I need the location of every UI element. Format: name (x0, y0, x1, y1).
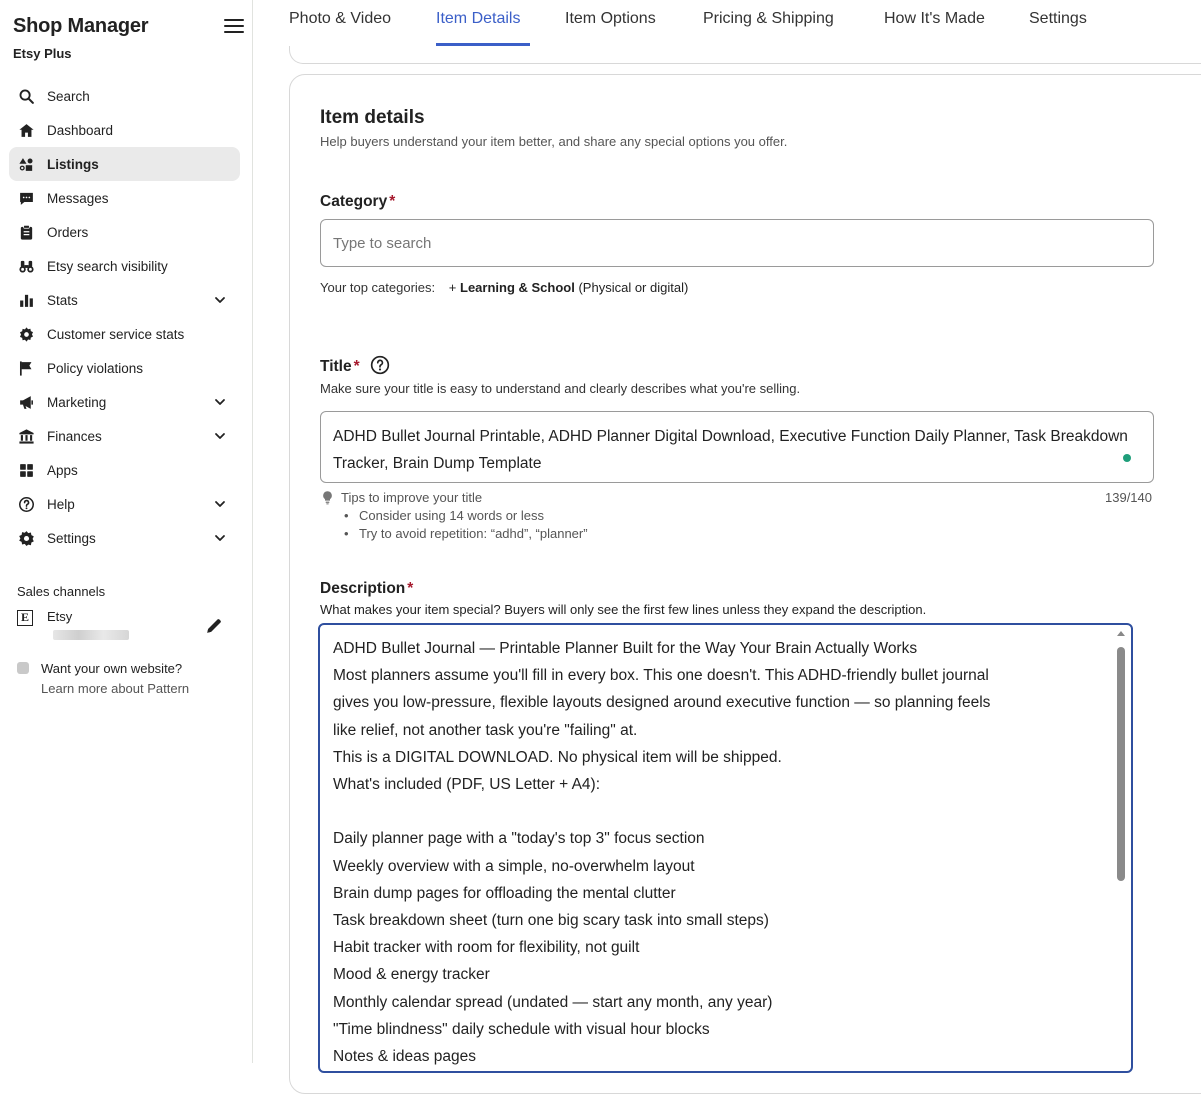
sidebar (0, 0, 253, 1063)
top-categories-label: Your top categories: (320, 280, 436, 295)
section-subtitle: Help buyers understand your item better, and share any special options you offer. (320, 134, 788, 149)
tab-settings[interactable]: Settings (1029, 10, 1087, 27)
sidebar-item-label: Etsy search visibility (47, 258, 168, 274)
tips-list (344, 507, 588, 543)
sidebar-item-label: Help (47, 496, 75, 512)
add-prefix: + (448, 280, 457, 295)
sidebar-item-settings[interactable] (9, 521, 240, 555)
description-content (333, 635, 1103, 1070)
bank-icon (17, 427, 35, 445)
required-mark: * (407, 580, 414, 597)
sidebar-item-etsy-search-visibility[interactable] (9, 249, 240, 283)
clipboard-icon (17, 223, 35, 241)
sidebar-item-label: Apps (47, 462, 78, 478)
top-category-learning-school[interactable] (449, 280, 689, 295)
description-line: like relief, not another task you're "failing" at. (333, 721, 638, 739)
etsy-logo-icon: E (17, 610, 33, 626)
description-line: What's included (PDF, US Letter + A4): (333, 776, 601, 794)
sidebar-item-customer-service-stats[interactable] (9, 317, 240, 351)
tab-pricing-shipping[interactable]: Pricing & Shipping (703, 10, 834, 27)
pattern-icon (17, 662, 29, 674)
category-label-text: Category (320, 193, 388, 210)
top-categories (320, 280, 688, 295)
pattern-learn-more-link[interactable]: Learn more about Pattern (41, 681, 190, 696)
title-label-text: Title (320, 358, 352, 375)
grammar-status-dot (1123, 454, 1131, 462)
sidebar-item-policy-violations[interactable] (9, 351, 240, 385)
megaphone-icon (17, 393, 35, 411)
top-category-name: Learning & School (460, 280, 575, 295)
brand (13, 15, 148, 61)
question-circle-icon[interactable] (370, 355, 390, 375)
chevron-down-icon[interactable] (214, 498, 226, 510)
title-label (320, 355, 390, 376)
description-line: Habit tracker with room for flexibility, not guilt (333, 939, 640, 957)
description-line: Notes & ideas pages (333, 1048, 477, 1066)
flag-icon (17, 359, 35, 377)
question-icon (17, 495, 35, 513)
home-icon (17, 121, 35, 139)
tip-item: • Try to avoid repetition: “adhd”, “planner” (344, 525, 588, 543)
sidebar-item-orders[interactable] (9, 215, 240, 249)
search-icon (17, 87, 35, 105)
sidebar-item-messages[interactable] (9, 181, 240, 215)
bar-chart-icon (17, 291, 35, 309)
title-tips (320, 490, 588, 543)
previous-section-card (289, 46, 1201, 64)
settings-gear-icon (17, 529, 35, 547)
gear-icon (17, 325, 35, 343)
sales-channel-etsy[interactable] (17, 609, 227, 645)
description-textarea[interactable] (318, 623, 1133, 1073)
sidebar-item-label: Messages (47, 190, 109, 206)
tab-photo-video[interactable]: Photo & Video (289, 10, 392, 27)
scroll-up-arrow-icon[interactable] (1117, 631, 1125, 636)
section-title: Item details (320, 107, 425, 128)
description-scrollbar[interactable] (1115, 629, 1127, 1073)
shapes-icon (17, 155, 35, 173)
description-line: Monthly calendar spread (undated — start any month, any year) (333, 993, 773, 1011)
grid-icon (17, 461, 35, 479)
pattern-promo-title: Want your own website? (41, 661, 183, 676)
sales-channels-heading: Sales channels (17, 584, 106, 599)
required-mark: * (389, 193, 396, 210)
listing-tabs (253, 0, 1201, 46)
sidebar-item-label: Search (47, 88, 90, 104)
description-line: Daily planner page with a "today's top 3" focus section (333, 830, 705, 848)
sidebar-item-label: Dashboard (47, 122, 114, 138)
chevron-down-icon[interactable] (214, 396, 226, 408)
top-category-note: (Physical or digital) (578, 280, 689, 295)
channel-name: Etsy (47, 609, 73, 624)
description-line: Mood & energy tracker (333, 966, 490, 984)
plan-label: Etsy Plus (13, 46, 72, 61)
sidebar-nav (9, 79, 240, 555)
category-label (320, 193, 395, 211)
sidebar-item-label: Stats (47, 292, 78, 308)
required-mark: * (353, 358, 360, 375)
description-line: gives you low-pressure, flexible layouts designed around executive function — so planning feels (333, 694, 991, 712)
sidebar-item-label: Finances (47, 428, 102, 444)
sidebar-item-help[interactable] (9, 487, 240, 521)
description-line: Most planners assume you'll fill in every box. This one doesn't. This ADHD-friendly bullet journal (333, 667, 989, 685)
lightbulb-icon (320, 490, 335, 505)
chevron-down-icon[interactable] (214, 430, 226, 442)
blurred-shop-name (53, 630, 129, 640)
scroll-thumb[interactable] (1117, 647, 1125, 881)
sidebar-item-marketing[interactable] (9, 385, 240, 419)
chevron-down-icon[interactable] (214, 532, 226, 544)
description-line: Weekly overview with a simple, no-overwhelm layout (333, 857, 695, 875)
pencil-icon[interactable] (205, 617, 223, 635)
sidebar-item-apps[interactable] (9, 453, 240, 487)
sidebar-item-finances[interactable] (9, 419, 240, 453)
sidebar-item-label: Customer service stats (47, 326, 185, 342)
sidebar-item-label: Listings (47, 156, 99, 172)
description-label-text: Description (320, 580, 406, 597)
menu-icon[interactable] (224, 19, 244, 37)
shop-manager-title: Shop Manager (13, 15, 149, 37)
description-line (333, 798, 1103, 825)
sidebar-item-label: Policy violations (47, 360, 144, 376)
description-help-text: What makes your item special? Buyers will only see the first few lines unless they expand the description. (320, 602, 927, 617)
description-line: "Time blindness" daily schedule with visual hour blocks (333, 1020, 710, 1038)
description-line: ADHD Bullet Journal — Printable Planner Built for the Way Your Brain Actually Works (333, 640, 918, 657)
tab-item-details[interactable]: Item Details (436, 10, 521, 27)
tab-item-options[interactable]: Item Options (565, 10, 656, 27)
tip-item: • Consider using 14 words or less (344, 507, 588, 525)
sidebar-item-listings[interactable] (9, 147, 240, 181)
description-line: Brain dump pages for offloading the mental clutter (333, 884, 676, 902)
category-search-input[interactable] (320, 219, 1154, 267)
description-line: This is a DIGITAL DOWNLOAD. No physical item will be shipped. (333, 748, 782, 766)
sidebar-item-stats[interactable] (9, 283, 240, 317)
title-help-text: Make sure your title is easy to understand and clearly describes what you're selling. (320, 381, 801, 396)
chat-icon (17, 189, 35, 207)
sidebar-item-search[interactable] (9, 79, 240, 113)
binoculars-icon (17, 257, 35, 275)
tab-how-its-made[interactable]: How It's Made (884, 10, 985, 27)
chevron-down-icon[interactable] (214, 294, 226, 306)
tips-heading-text: Tips to improve your title (341, 490, 483, 505)
description-line: Task breakdown sheet (turn one big scary task into small steps) (333, 912, 769, 930)
sidebar-item-label: Marketing (47, 394, 107, 410)
title-character-counter: 139/140 (1105, 490, 1152, 505)
sidebar-item-label: Orders (47, 224, 89, 240)
description-label (320, 580, 413, 598)
title-textarea[interactable]: ADHD Bullet Journal Printable, ADHD Planner Digital Download, Executive Function Daily Planner, Task Breakdown Tracker, Brain Dump Template (320, 411, 1154, 483)
sidebar-item-label: Settings (47, 530, 96, 546)
sidebar-item-dashboard[interactable] (9, 113, 240, 147)
tips-heading (320, 490, 588, 505)
